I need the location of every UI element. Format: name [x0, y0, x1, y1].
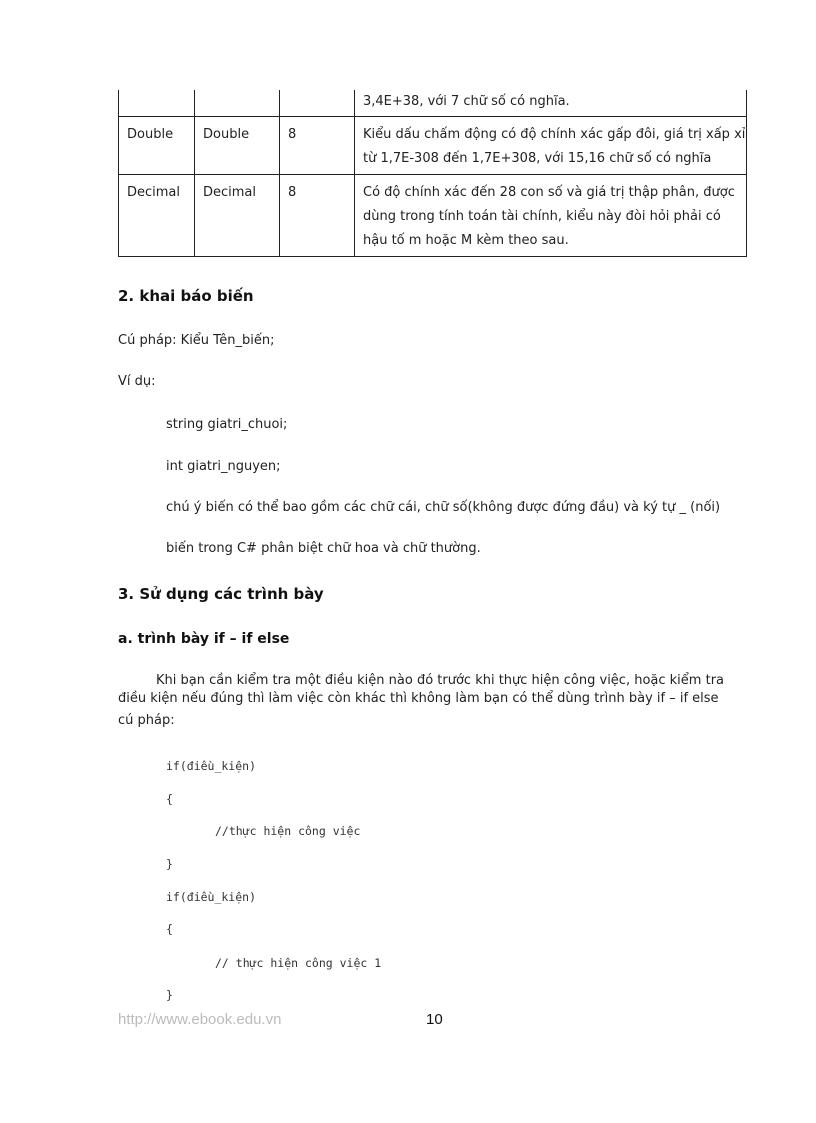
footer-url-link[interactable]: http://www.ebook.edu.vn — [118, 1011, 282, 1028]
code-line: { — [166, 792, 173, 806]
table-cell: 8 — [280, 117, 355, 175]
example-line: int giatri_nguyen; — [166, 459, 281, 474]
paragraph-line: Khi bạn cần kiểm tra một điều kiện nào đó trước khi thực hiện công việc, hoặc kiểm tra — [156, 673, 725, 688]
code-line: // thực hiện công việc 1 — [215, 956, 382, 970]
table-cell: Decimal — [119, 175, 195, 257]
table-cell: 3,4E+38, với 7 chữ số có nghĩa. — [355, 90, 747, 117]
table-cell — [280, 90, 355, 117]
table-row — [119, 117, 747, 175]
table-row — [119, 175, 747, 257]
syntax-line: Cú pháp: Kiểu Tên_biến; — [118, 333, 275, 348]
table-cell — [195, 90, 280, 117]
note-line: biến trong C# phân biệt chữ hoa và chữ thường. — [166, 541, 481, 556]
table-cell — [119, 90, 195, 117]
data-types-table — [118, 90, 747, 257]
section-2-heading: 2. khai báo biến — [118, 287, 254, 305]
code-line: { — [166, 922, 173, 936]
code-line: //thực hiện công việc — [215, 824, 361, 838]
table-cell: Kiểu dấu chấm động có độ chính xác gấp đôi, giá trị xấp xỉ từ 1,7E-308 đến 1,7E+308, với 15,16 chữ số có nghĩa — [355, 117, 747, 175]
section-3-heading: 3. Sử dụng các trình bày — [118, 585, 324, 603]
table-cell: Double — [195, 117, 280, 175]
code-line: if(điều_kiện) — [166, 759, 257, 773]
paragraph-line: điều kiện nếu đúng thì làm việc còn khác thì không làm bạn có thể dùng trình bày if – if else — [118, 691, 719, 706]
code-line: if(điều_kiện) — [166, 890, 257, 904]
example-line: string giatri_chuoi; — [166, 417, 288, 432]
table-cell: Double — [119, 117, 195, 175]
table-cell: Decimal — [195, 175, 280, 257]
page-number: 10 — [426, 1011, 443, 1028]
table-cell: Có độ chính xác đến 28 con số và giá trị thập phân, được dùng trong tính toán tài chính, kiểu này đòi hỏi phải có hậu tố m hoặc M kèm theo sau. — [355, 175, 747, 257]
code-line: } — [166, 857, 173, 871]
example-label: Ví dụ: — [118, 374, 156, 389]
note-line: chú ý biến có thể bao gồm các chữ cái, chữ số(không được đứng đầu) và ký tự _ (nối) — [166, 500, 721, 515]
subsection-a-heading: a. trình bày if – if else — [118, 631, 290, 647]
table-cell: 8 — [280, 175, 355, 257]
code-line: } — [166, 988, 173, 1002]
table-row — [119, 90, 747, 117]
paragraph-line: cú pháp: — [118, 713, 175, 728]
